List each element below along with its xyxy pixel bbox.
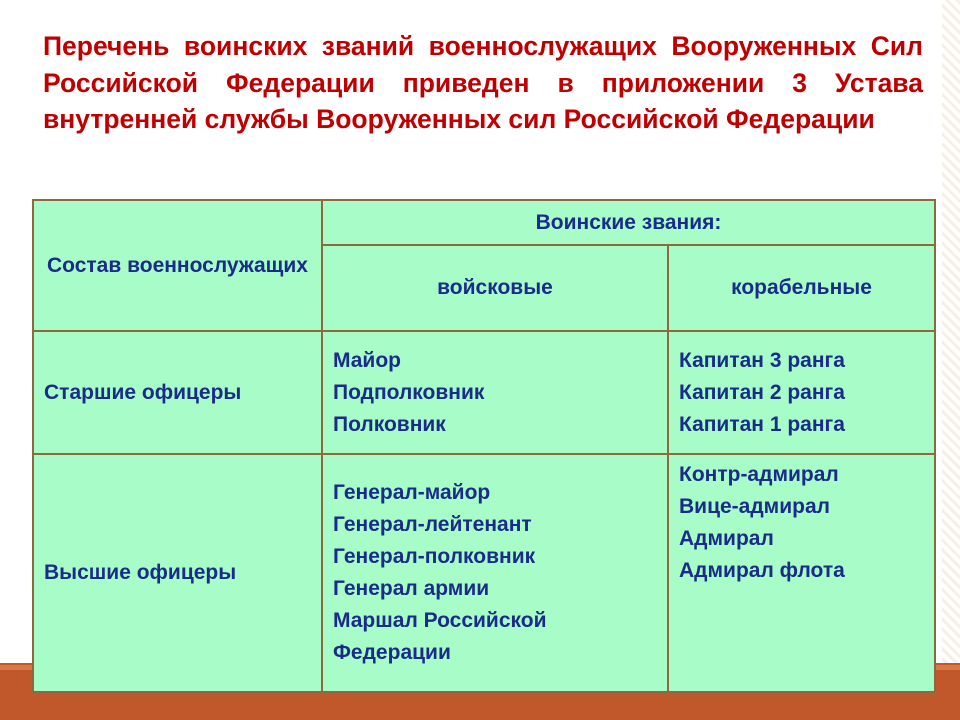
row-top-officers-army — [322, 454, 668, 692]
rank-item: Адмирал флота — [679, 559, 845, 582]
row-top-officers-navy — [668, 454, 935, 692]
decorative-side-pattern — [942, 0, 960, 720]
rank-item: Контр-адмирал — [679, 463, 839, 486]
rank-item: Генерал-полковник — [333, 545, 536, 568]
rank-item: Полковник — [333, 412, 446, 436]
rank-item: Федерации — [333, 641, 451, 664]
rank-item: Капитан 2 ранга — [679, 380, 845, 404]
rank-item: Капитан 1 ранга — [679, 412, 845, 436]
row-senior-officers-army — [322, 331, 668, 454]
header-navy-ranks: корабельные — [668, 245, 935, 331]
rank-item: Майор — [333, 348, 401, 372]
rank-item: Вице-адмирал — [679, 495, 830, 518]
row-senior-officers-navy — [668, 331, 935, 454]
header-army-ranks: войсковые — [322, 245, 668, 331]
ranks-table — [32, 199, 936, 693]
row-top-officers-category: Высшие офицеры — [33, 454, 322, 692]
header-military-ranks: Воинские звания: — [322, 200, 935, 245]
rank-item: Генерал-майор — [333, 481, 491, 504]
rank-item: Подполковник — [333, 380, 485, 404]
slide-title: Перечень воинских званий военнослужащих Вооруженных Сил Российской Федерации приведен в приложении 3 Устава внутренней службы Вооруженных сил Российской Федерации — [43, 31, 923, 134]
row-senior-officers-category: Старшие офицеры — [33, 331, 322, 454]
rank-item: Маршал Российской — [333, 609, 547, 632]
rank-item: Генерал-лейтенант — [333, 513, 532, 536]
rank-item: Генерал армии — [333, 577, 490, 600]
header-composition: Состав военнослужащих — [33, 200, 322, 331]
rank-item: Капитан 3 ранга — [679, 348, 845, 372]
rank-item: Адмирал — [679, 527, 774, 550]
